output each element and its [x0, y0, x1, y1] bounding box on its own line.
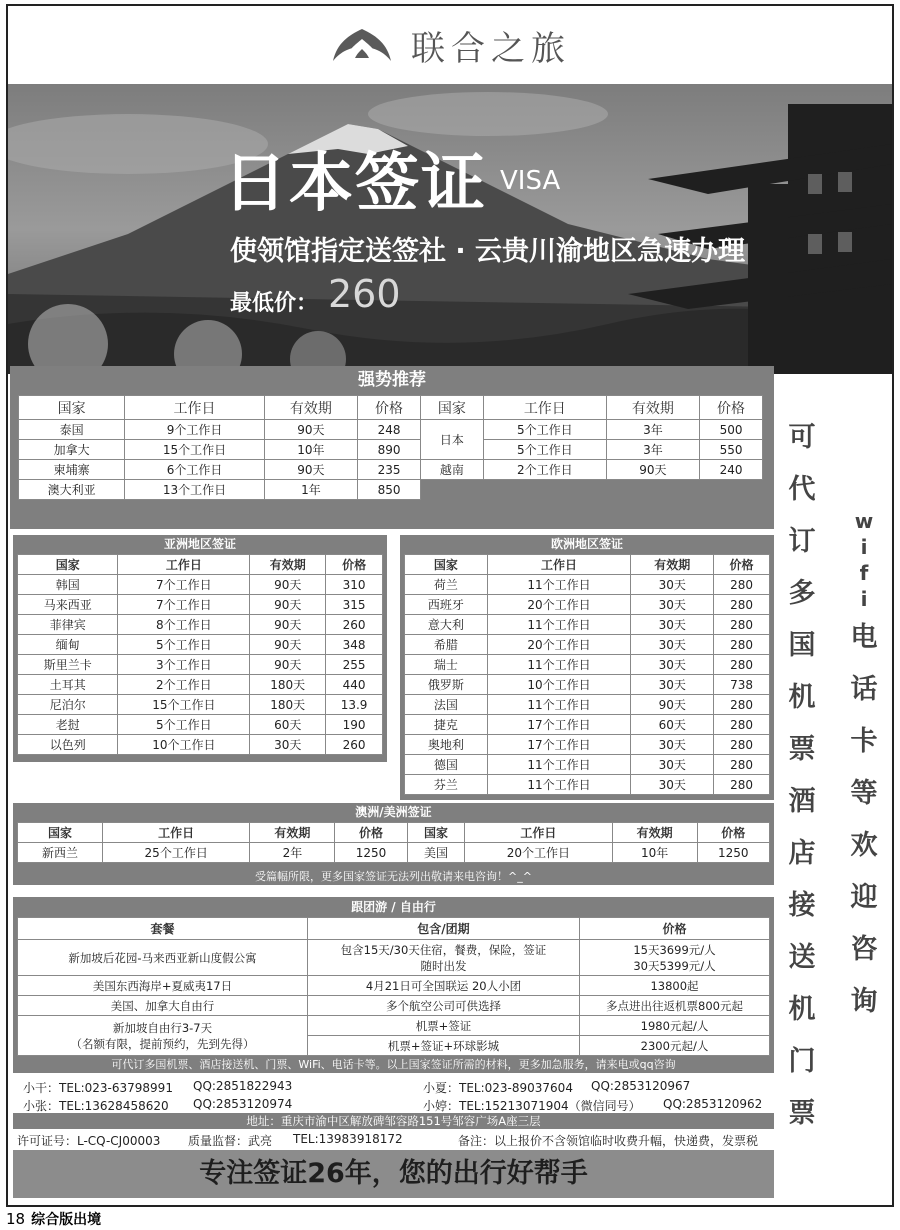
side-char: 电 [850, 622, 878, 653]
side-char: 话 [850, 674, 878, 705]
cell: 瑞士 [405, 655, 488, 675]
cell: 235 [358, 460, 421, 480]
license-line [13, 1131, 774, 1149]
cell: 10年 [612, 843, 697, 863]
side-text-services [780, 412, 824, 1140]
tour-panel [13, 897, 774, 1073]
tour-note: 可代订多国机票、酒店接送机、门票、WiFi、电话卡等。以上国家签证所需的材料，更多加急服务，请来电或qq咨询 [111, 1058, 676, 1071]
header-cell: 有效期 [631, 555, 714, 575]
table-header-row [18, 823, 770, 843]
cell [580, 940, 770, 976]
cell: 315 [326, 595, 383, 615]
address-bar: 地址：重庆市渝中区解放碑邹容路151号邹容广场A座三层 [13, 1113, 774, 1129]
side-char: f [859, 561, 869, 585]
table-row [405, 615, 770, 635]
header-cell: 价格 [326, 555, 383, 575]
cell: 5个工作日 [483, 420, 606, 440]
cell: 奥地利 [405, 735, 488, 755]
table-row [405, 775, 770, 795]
side-char: 机 [788, 682, 816, 713]
oceania-title: 澳洲/美洲签证 [355, 805, 432, 819]
header-cell: 有效期 [612, 823, 697, 843]
cell: 尼泊尔 [18, 695, 118, 715]
cell: 1250 [697, 843, 769, 863]
asia-table [17, 554, 383, 755]
crown-logo-icon [329, 25, 395, 65]
cell: 4月21日可全国联运 20人小团 [308, 976, 580, 996]
featured-panel [10, 366, 774, 529]
cell [308, 940, 580, 976]
header-cell: 国家 [19, 396, 125, 420]
page-footer [6, 1209, 101, 1229]
cell: 90天 [250, 635, 326, 655]
side-char: 送 [788, 942, 816, 973]
table-row [18, 940, 770, 976]
cell: 老挝 [18, 715, 118, 735]
side-char: 店 [788, 838, 816, 869]
table-row [18, 575, 383, 595]
header-cell: 工作日 [102, 823, 250, 843]
cell: 348 [326, 635, 383, 655]
cell: 多个航空公司可供选择 [308, 996, 580, 1016]
side-char: 国 [788, 630, 816, 661]
cell: 30天 [631, 775, 714, 795]
side-char: 接 [788, 890, 816, 921]
table-row [405, 635, 770, 655]
cell: 10年 [264, 440, 357, 460]
side-char: i [860, 535, 868, 559]
cell-line: （名额有限，提前预约，先到先得） [70, 1036, 255, 1051]
section-name: 综合版出境 [31, 1212, 102, 1228]
cell: 韩国 [18, 575, 118, 595]
cell-line: 15天3699元/人 [633, 942, 716, 957]
table-row [405, 695, 770, 715]
side-char: 欢 [850, 830, 878, 861]
contact-phone: 小张：TEL:13628458620 [23, 1099, 169, 1113]
cell: 280 [714, 615, 770, 635]
cell: 11个工作日 [487, 575, 631, 595]
cell: 2年 [250, 843, 335, 863]
cell: 泰国 [19, 420, 125, 440]
cell: 俄罗斯 [405, 675, 488, 695]
contact-qq: QQ:2853120962 [663, 1097, 763, 1111]
cell: 10个工作日 [487, 675, 631, 695]
table-row [18, 996, 770, 1016]
cell-line: 随时出发 [420, 958, 467, 973]
cell: 550 [700, 440, 763, 460]
header-cell: 价格 [335, 823, 407, 843]
cell: 芬兰 [405, 775, 488, 795]
cell: 280 [714, 595, 770, 615]
hero-price-value: 260 [328, 272, 401, 316]
asia-title: 亚洲地区签证 [163, 537, 236, 551]
table-row [405, 755, 770, 775]
cell: 13个工作日 [125, 480, 264, 500]
cell: 10个工作日 [118, 735, 250, 755]
table-row [18, 695, 383, 715]
cell: 柬埔寨 [19, 460, 125, 480]
cell: 美国、加拿大自由行 [18, 996, 308, 1016]
cell: 30天 [631, 575, 714, 595]
asia-visa-panel [13, 535, 387, 762]
contact-qq: QQ:2853120967 [591, 1079, 691, 1093]
cell: 11个工作日 [487, 775, 631, 795]
cell: 60天 [250, 715, 326, 735]
table-row [18, 976, 770, 996]
side-text-wifi [842, 508, 886, 1028]
europe-title: 欧洲地区签证 [550, 537, 623, 551]
cell: 7个工作日 [118, 575, 250, 595]
cell: 13.9 [326, 695, 383, 715]
table-row [405, 675, 770, 695]
cell: 20个工作日 [465, 843, 613, 863]
cell: 11个工作日 [487, 695, 631, 715]
table-row [405, 575, 770, 595]
table-row [19, 480, 763, 500]
contact-phone: 小干：TEL:023-63798991 [23, 1081, 173, 1095]
cell: 6个工作日 [125, 460, 264, 480]
table-row [18, 843, 770, 863]
cell: 30天 [631, 755, 714, 775]
table-row [19, 420, 763, 440]
cell: 280 [714, 755, 770, 775]
cell: 马来西亚 [18, 595, 118, 615]
cell: 890 [358, 440, 421, 460]
cell: 440 [326, 675, 383, 695]
header-cell: 国家 [420, 396, 483, 420]
side-char: 代 [788, 474, 816, 505]
side-char: 票 [788, 734, 816, 765]
side-char: i [860, 587, 868, 611]
header-cell: 价格 [700, 396, 763, 420]
cell: 280 [714, 775, 770, 795]
cell: 菲律宾 [18, 615, 118, 635]
cell: 30天 [631, 655, 714, 675]
oceania-table [17, 822, 770, 863]
header-cell: 有效期 [250, 555, 326, 575]
cell: 5个工作日 [483, 440, 606, 460]
cell: 荷兰 [405, 575, 488, 595]
cell: 3年 [606, 420, 699, 440]
cell: 500 [700, 420, 763, 440]
cell: 90天 [264, 460, 357, 480]
side-char: w [854, 509, 874, 533]
cell: 280 [714, 655, 770, 675]
cell: 2个工作日 [118, 675, 250, 695]
header-cell: 价格 [697, 823, 769, 843]
cell: 280 [714, 735, 770, 755]
tour-title: 跟团游 / 自由行 [351, 900, 436, 914]
cell: 850 [358, 480, 421, 500]
cell: 9个工作日 [125, 420, 264, 440]
header-cell: 工作日 [125, 396, 264, 420]
cell: 280 [714, 695, 770, 715]
header-cell: 价格 [714, 555, 770, 575]
cell: 11个工作日 [487, 655, 631, 675]
cell: 美国东西海岸+夏威夷17日 [18, 976, 308, 996]
cell-line: 30天5399元/人 [633, 958, 716, 973]
table-row [18, 735, 383, 755]
side-char: 票 [788, 1098, 816, 1129]
cell: 90天 [264, 420, 357, 440]
slogan-banner: 专注签证26年，您的出行好帮手 [13, 1150, 774, 1198]
header-cell: 有效期 [606, 396, 699, 420]
header-cell: 有效期 [264, 396, 357, 420]
side-char: 迎 [850, 882, 878, 913]
cell: 60天 [631, 715, 714, 735]
hero-price-label: 最低价： [230, 291, 319, 316]
header-cell: 工作日 [487, 555, 631, 575]
cell: 缅甸 [18, 635, 118, 655]
cell: 5个工作日 [118, 635, 250, 655]
header-cell: 价格 [358, 396, 421, 420]
side-char: 门 [788, 1046, 816, 1077]
cell: 260 [326, 615, 383, 635]
table-row [405, 715, 770, 735]
cell: 1250 [335, 843, 407, 863]
cell: 240 [700, 460, 763, 480]
side-char: 酒 [788, 786, 816, 817]
cell: 5个工作日 [118, 715, 250, 735]
table-header-row [405, 555, 770, 575]
cell: 以色列 [18, 735, 118, 755]
table-row [405, 595, 770, 615]
cell: 30天 [250, 735, 326, 755]
cell: 日本 [420, 420, 483, 460]
cell: 希腊 [405, 635, 488, 655]
oceania-note: 受篇幅所限，更多国家签证无法列出敬请来电咨询！^_^ [255, 870, 532, 883]
cell-line: 包含15天/30天住宿，餐费，保险，签证 [340, 942, 547, 957]
table-row [18, 715, 383, 735]
header-cell: 包含/团期 [308, 918, 580, 940]
header [8, 6, 892, 84]
europe-table [404, 554, 770, 795]
cell: 17个工作日 [487, 735, 631, 755]
cell: 180天 [250, 695, 326, 715]
cell: 13800起 [580, 976, 770, 996]
cell: 多点进出往返机票800元起 [580, 996, 770, 1016]
side-char: 机 [788, 994, 816, 1025]
cell: 7个工作日 [118, 595, 250, 615]
cell: 新西兰 [18, 843, 103, 863]
cell: 17个工作日 [487, 715, 631, 735]
cell: 30天 [631, 635, 714, 655]
cell: 280 [714, 575, 770, 595]
header-cell: 国家 [18, 555, 118, 575]
cell: 20个工作日 [487, 595, 631, 615]
oceania-america-panel [13, 803, 774, 885]
cell: 310 [326, 575, 383, 595]
table-row [19, 440, 763, 460]
cell: 2300元起/人 [580, 1036, 770, 1056]
hero-subtitle: 使领馆指定送签社 · 云贵川渝地区急速办理 [230, 236, 746, 267]
hero-banner [8, 84, 892, 374]
cell: 斯里兰卡 [18, 655, 118, 675]
table-header-row [18, 918, 770, 940]
cell: 738 [714, 675, 770, 695]
cell: 3年 [606, 440, 699, 460]
cell: 90天 [631, 695, 714, 715]
table-row [405, 655, 770, 675]
cell: 90天 [606, 460, 699, 480]
header-cell: 国家 [18, 823, 103, 843]
cell: 280 [714, 635, 770, 655]
cell: 土耳其 [18, 675, 118, 695]
cell: 捷克 [405, 715, 488, 735]
europe-visa-panel [400, 535, 774, 800]
cell: 德国 [405, 755, 488, 775]
supervisor-phone: TEL:13983918172 [293, 1132, 403, 1146]
cell: 25个工作日 [102, 843, 250, 863]
header-cell: 工作日 [118, 555, 250, 575]
cell: 15个工作日 [125, 440, 264, 460]
featured-title: 强势推荐 [358, 370, 426, 390]
cell: 280 [714, 715, 770, 735]
cell: 11个工作日 [487, 615, 631, 635]
cell: 180天 [250, 675, 326, 695]
contact-qq: QQ:2851822943 [193, 1079, 293, 1093]
cell: 3个工作日 [118, 655, 250, 675]
table-row [18, 655, 383, 675]
cell: 90天 [250, 615, 326, 635]
side-char: 咨 [850, 934, 878, 965]
cell: 260 [326, 735, 383, 755]
table-row [18, 675, 383, 695]
cell: 90天 [250, 575, 326, 595]
table-row [18, 595, 383, 615]
table-header-row [19, 396, 763, 420]
table-row [19, 460, 763, 480]
cell: 190 [326, 715, 383, 735]
side-char: 询 [850, 986, 878, 1017]
cell: 30天 [631, 675, 714, 695]
brand-name: 联合之旅 [411, 28, 571, 69]
table-row [405, 735, 770, 755]
empty-cell [420, 480, 762, 500]
header-cell: 工作日 [465, 823, 613, 843]
cell: 法国 [405, 695, 488, 715]
contact-phone: 小婷：TEL:15213071904（微信同号） [423, 1099, 641, 1113]
cell: 1年 [264, 480, 357, 500]
cell: 意大利 [405, 615, 488, 635]
cell: 加拿大 [19, 440, 125, 460]
cell: 机票+签证+环球影城 [308, 1036, 580, 1056]
side-char: 订 [788, 526, 816, 557]
table-row [18, 615, 383, 635]
header-cell: 价格 [580, 918, 770, 940]
contact-phone: 小夏：TEL:023-89037604 [423, 1081, 573, 1095]
side-char: 卡 [850, 726, 878, 757]
remark: 备注：以上报价不含领馆临时收费升幅，快递费，发票税 [458, 1134, 759, 1148]
license-number: 许可证号：L-CQ-CJ00003 [17, 1134, 161, 1148]
cell: 30天 [631, 735, 714, 755]
cell [18, 1016, 308, 1056]
cell: 美国 [407, 843, 464, 863]
tour-table [17, 917, 770, 1056]
cell: 西班牙 [405, 595, 488, 615]
cell: 越南 [420, 460, 483, 480]
header-cell: 套餐 [18, 918, 308, 940]
cell: 90天 [250, 655, 326, 675]
side-char: 等 [850, 778, 878, 809]
cell: 8个工作日 [118, 615, 250, 635]
featured-table [18, 395, 763, 500]
cell: 新加坡后花园-马来西亚新山度假公寓 [18, 940, 308, 976]
cell: 30天 [631, 595, 714, 615]
side-char: 多 [788, 578, 816, 609]
cell: 248 [358, 420, 421, 440]
header-cell: 有效期 [250, 823, 335, 843]
hero-title: 日本签证 [223, 147, 487, 221]
table-header-row [18, 555, 383, 575]
cell-line: 新加坡自由行3-7天 [112, 1020, 213, 1035]
table-row [18, 1016, 770, 1036]
cell: 255 [326, 655, 383, 675]
quality-supervisor: 质量监督：武亮 [188, 1134, 273, 1148]
header-cell: 国家 [405, 555, 488, 575]
cell: 机票+签证 [308, 1016, 580, 1036]
cell: 20个工作日 [487, 635, 631, 655]
cell: 澳大利亚 [19, 480, 125, 500]
side-char: 可 [788, 422, 816, 453]
page-number: 18 [6, 1210, 26, 1228]
cell: 90天 [250, 595, 326, 615]
header-cell: 国家 [407, 823, 464, 843]
cell: 15个工作日 [118, 695, 250, 715]
cell: 1980元起/人 [580, 1016, 770, 1036]
header-cell: 工作日 [483, 396, 606, 420]
cell: 2个工作日 [483, 460, 606, 480]
cell: 30天 [631, 615, 714, 635]
table-row [18, 635, 383, 655]
cell: 11个工作日 [487, 755, 631, 775]
hero-visa-label: VISA [500, 166, 561, 196]
contact-qq: QQ:2853120974 [193, 1097, 293, 1111]
